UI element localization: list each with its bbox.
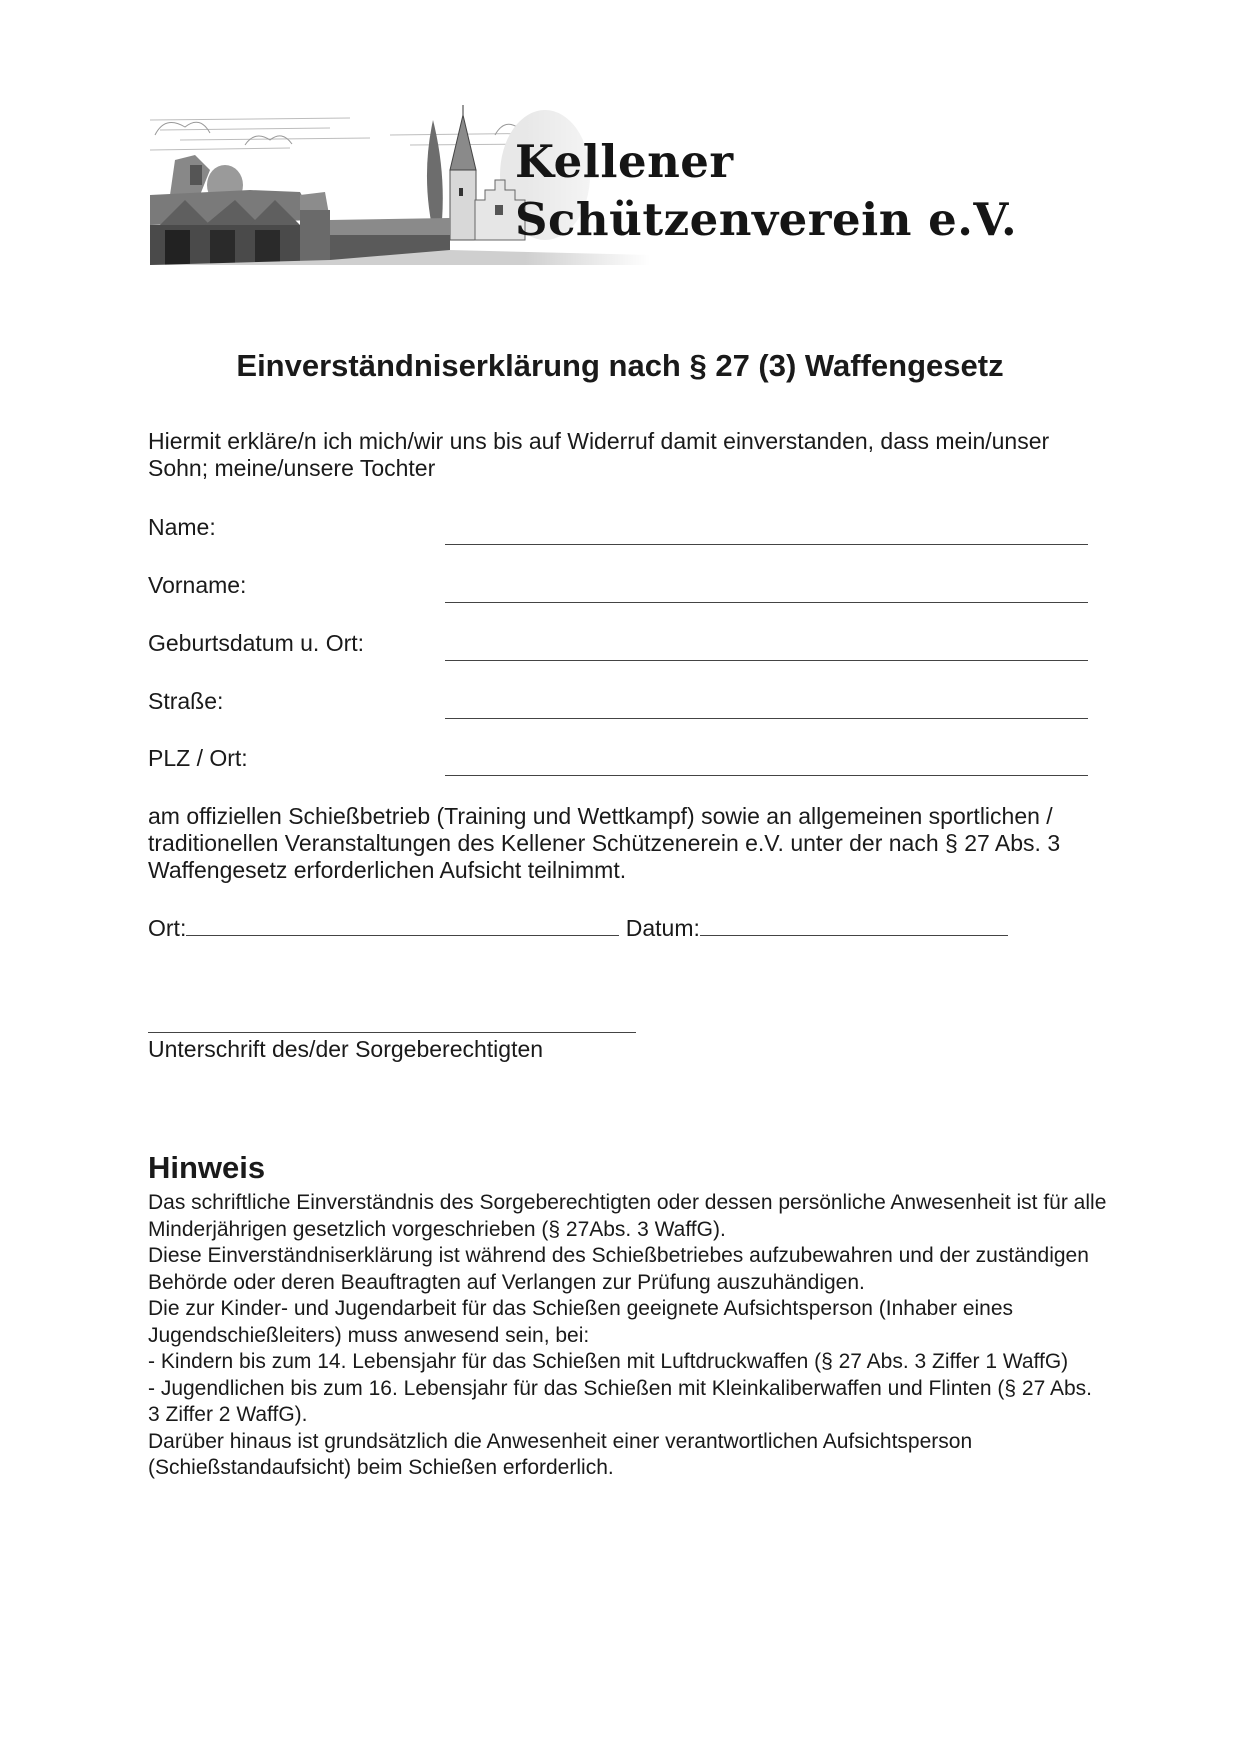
- intro-text: Hiermit erkläre/n ich mich/wir uns bis auf Widerruf damit einverstanden, dass mein/unser Sohn; meine/unsere Tochter: [148, 428, 1050, 481]
- hinweis-line: Diese Einverständniserklärung ist während des Schießbetriebes aufzubewahren und der zuständigen Behörde oder deren Beauftragten auf Verlangen zur Prüfung auszuhändigen.: [148, 1244, 1089, 1294]
- consent-text: am offiziellen Schießbetrieb (Training und Wettkampf) sowie an allgemeinen sportlichen / traditionellen Veranstaltungen des Kellener Schützenerein e.V. unter der nach § 27 Abs. 3 Waffengesetz erforderlichen Aufsicht teilnimmt.: [148, 803, 1061, 883]
- club-name-line1: Kellener: [515, 135, 734, 188]
- place-label: Ort:: [148, 915, 187, 941]
- club-name-line2: Schützenverein e.V.: [515, 193, 1018, 246]
- field-label-vorname: Vorname:: [148, 572, 247, 598]
- place-date-row: [148, 913, 1008, 942]
- hinweis-line: Die zur Kinder- und Jugendarbeit für das Schießen geeignete Aufsichtsperson (Inhaber eines Jugendschießleiters) muss anwesend sein, bei:: [148, 1297, 1014, 1347]
- document-title: Einverständniserklärung nach § 27 (3) Waffengesetz: [236, 348, 1004, 383]
- field-label-geburtsdatum: Geburtsdatum u. Ort:: [148, 630, 365, 656]
- date-label: Datum:: [625, 915, 700, 941]
- hinweis-body: [148, 1190, 1108, 1482]
- place-input[interactable]: [186, 913, 619, 936]
- field-label-strasse: Straße:: [148, 688, 224, 714]
- field-input-strasse[interactable]: [445, 718, 1088, 719]
- field-plz-ort: [148, 745, 1098, 785]
- field-vorname: [148, 572, 1098, 612]
- signature-input[interactable]: [148, 1032, 636, 1033]
- field-input-vorname[interactable]: [445, 602, 1088, 603]
- field-input-geburtsdatum[interactable]: [445, 660, 1088, 661]
- hinweis-line: - Jugendlichen bis zum 16. Lebensjahr für das Schießen mit Kleinkaliberwaffen und Flinten (§ 27 Abs. 3 Ziffer 2 WaffG).: [148, 1376, 1092, 1426]
- date-input[interactable]: [700, 913, 1008, 936]
- field-strasse: [148, 688, 1098, 728]
- field-label-name: Name:: [148, 514, 216, 540]
- field-name: [148, 514, 1098, 554]
- field-input-name[interactable]: [445, 544, 1088, 545]
- field-geburtsdatum: [148, 630, 1098, 670]
- hinweis-line: - Kindern bis zum 14. Lebensjahr für das Schießen mit Luftdruckwaffen (§ 27 Abs. 3 Ziffer 1 WaffG): [148, 1350, 1069, 1373]
- hinweis-line: Das schriftliche Einverständnis des Sorgeberechtigten oder dessen persönliche Anwesenheit ist für alle Minderjährigen gesetzlich vorgeschrieben (§ 27Abs. 3 WaffG).: [148, 1191, 1107, 1241]
- hinweis-line: Darüber hinaus ist grundsätzlich die Anwesenheit einer verantwortlichen Aufsichtsperson (Schießstandaufsicht) beim Schießen erforderlich.: [148, 1429, 973, 1479]
- signature-label: Unterschrift des/der Sorgeberechtigten: [148, 1036, 544, 1062]
- field-input-plz-ort[interactable]: [445, 775, 1088, 776]
- hinweis-title: Hinweis: [148, 1150, 266, 1185]
- field-label-plz-ort: PLZ / Ort:: [148, 745, 248, 771]
- club-name: [515, 133, 1017, 249]
